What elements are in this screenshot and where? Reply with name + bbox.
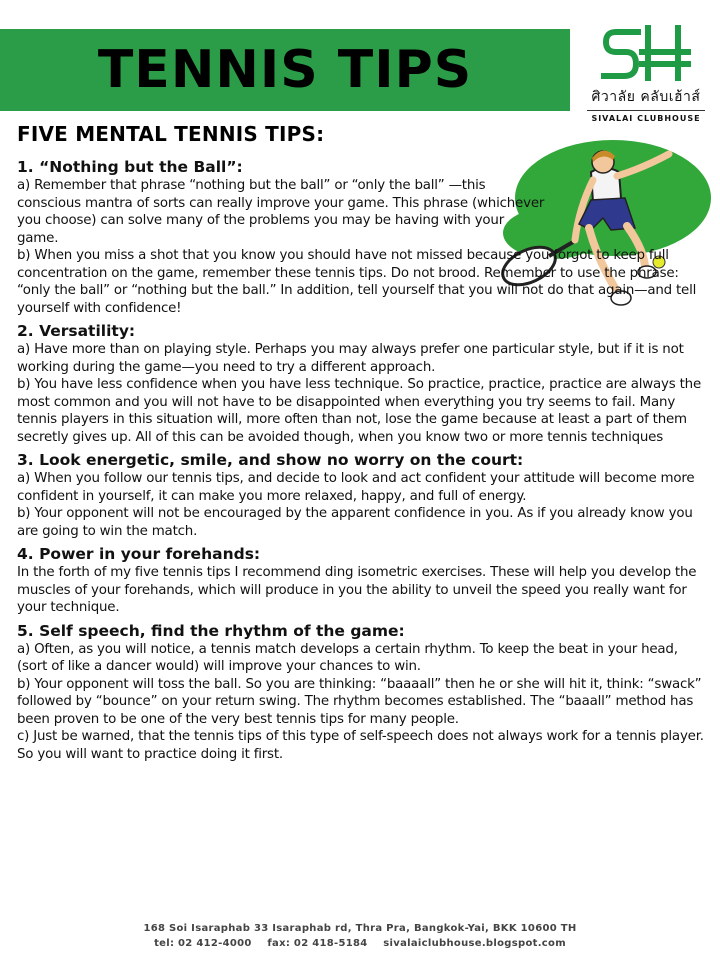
logo-thai-name: ศิวาลัย คลับเฮ้าส์ — [591, 89, 701, 105]
tip-4-title: 4. Power in your forehands: — [17, 545, 261, 563]
tip-1 — [17, 158, 707, 317]
tip-1-paragraph-a: a) Remember that phrase “nothing but the ball” or “only the ball” —this conscious mantra of sorts can really improve your game. This phrase (whichever you choose) can solve many of the problems you may be having with your game. — [17, 178, 545, 246]
tip-2-title: 2. Versatility: — [17, 322, 136, 340]
tip-3-paragraph-b: b) Your opponent will not be encouraged by the apparent confidence in you. As if you already know you are going to win the match. — [17, 506, 693, 539]
tip-3-paragraph-a: a) When you follow our tennis tips, and decide to look and act confident your attitude will become more confident in yourself, it can make you more relaxed, happy, and full of energy. — [17, 471, 695, 504]
tip-4-paragraph: In the forth of my five tennis tips I recommend ding isometric exercises. These will help you develop the muscles of your forehands, which will produce in you the ability to unveil the speed you really want for your technique. — [17, 565, 697, 615]
logo-english-name: SIVALAI CLUBHOUSE — [591, 114, 701, 123]
page-title: TENNIS TIPS — [97, 40, 473, 100]
footer-website-link[interactable]: sivalaiclubhouse.blogspot.com — [383, 938, 566, 949]
footer — [0, 921, 720, 951]
tips-content — [17, 153, 707, 768]
main-heading: FIVE MENTAL TENNIS TIPS: — [17, 122, 325, 146]
footer-contact — [0, 936, 720, 951]
tip-2 — [17, 322, 707, 446]
sh-monogram-icon — [598, 22, 694, 88]
tip-2-paragraph-b: b) You have less confidence when you have less technique. So practice, practice, practice are always the most common and you will not have to be disappointed when everything you try seems to fail. Many tennis players in this situation will, more often than not, lose the game because at least a part of them secretly gives up. All of this can be avoided though, when you know two or more tennis techniques — [17, 377, 701, 445]
tip-3 — [17, 451, 707, 540]
club-logo — [578, 22, 714, 132]
tip-5-paragraph-a: a) Often, as you will notice, a tennis match develops a certain rhythm. To keep the beat in your head, (sort of like a dancer would) will improve your chances to win. — [17, 641, 678, 674]
footer-address: 168 Soi Isaraphab 33 Isaraphab rd, Thra Pra, Bangkok-Yai, BKK 10600 TH — [143, 923, 577, 934]
tip-5-paragraph-b: b) Your opponent will toss the ball. So you are thinking: “baaaall” then he or she will hit it, think: “swack” followed by “bounce” on your return swing. The rhythm becomes established. The “baaall” method has been proven to be one of the very best tennis tips for many people. — [17, 676, 702, 727]
tip-1-paragraph-b: b) When you miss a shot that you know you should have not missed because you forgot to keep full concentration on the game, remember these tennis tips. Do not brood. Remember to use the phrase: “only the ball” or “nothing but the ball.” In addition, tell yourself that you will not do that again—and tell yourself with confidence! — [17, 248, 697, 316]
tip-5-title: 5. Self speech, find the rhythm of the game: — [17, 621, 405, 640]
tip-2-paragraph-a: a) Have more than on playing style. Perhaps you may always prefer one particular style, but if it is not working during the game—you need to try a different approach. — [17, 342, 684, 375]
tip-1-title: 1. “Nothing but the Ball”: — [17, 158, 243, 176]
tip-5 — [17, 622, 707, 764]
tip-3-title: 3. Look energetic, smile, and show no worry on the court: — [17, 451, 524, 469]
title-banner — [0, 29, 570, 111]
logo-divider — [587, 110, 705, 111]
footer-tel: tel: 02 412-4000 — [154, 938, 252, 949]
tip-5-paragraph-c: c) Just be warned, that the tennis tips of this type of self-speech does not always work for a tennis player. So you will want to practice doing it first. — [17, 729, 704, 762]
footer-fax: fax: 02 418-5184 — [267, 938, 368, 949]
tip-4 — [17, 545, 707, 617]
